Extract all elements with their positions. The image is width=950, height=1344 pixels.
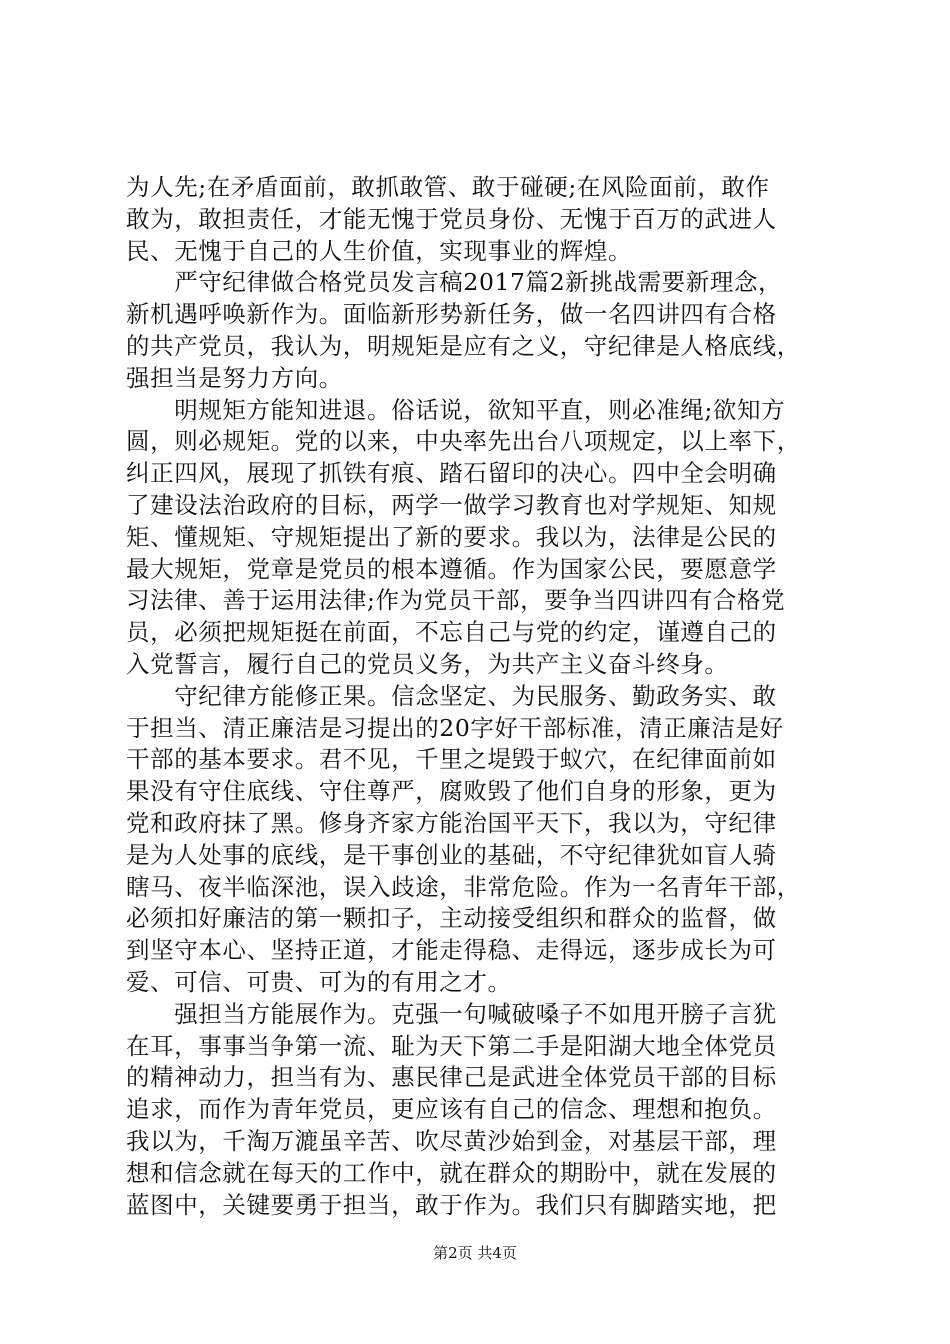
- text-line: 是为人处事的底线，是干事创业的基础，不守纪律犹如盲人骑: [126, 840, 777, 869]
- text-line: 新机遇呼唤新作为。面临新形势新任务，做一名四讲四有合格: [126, 300, 777, 329]
- text-line: 在耳，事事当争第一流、耻为天下第二手是阳湖大地全体党员: [126, 1031, 777, 1060]
- text-line: 我以为，千淘万漉虽辛苦、吹尽黄沙始到金，对基层干部，理: [126, 1126, 777, 1155]
- text-line: 入党誓言，履行自己的党员义务，为共产主义奋斗终身。: [126, 649, 729, 678]
- text-line: 矩、懂规矩、守规矩提出了新的要求。我以为，法律是公民的: [126, 522, 777, 551]
- text-line: 到坚守本心、坚持正道，才能走得稳、走得远，逐步成长为可: [126, 936, 777, 965]
- text-line: 强担当方能展作为。克强一句喊破嗓子不如甩开膀子言犹: [126, 999, 777, 1028]
- text-line: 严守纪律做合格党员发言稿2017篇2新挑战需要新理念，: [126, 268, 783, 297]
- text-line: 为人先;在矛盾面前，敢抓敢管、敢于碰硬;在风险面前，敢作: [126, 173, 770, 201]
- text-line: 追求，而作为青年党员，更应该有自己的信念、理想和抱负。: [126, 1095, 777, 1124]
- text-line: 最大规矩，党章是党员的根本遵循。作为国家公民，要愿意学: [126, 554, 777, 583]
- text-line: 于担当、清正廉洁是习提出的20字好干部标准，清正廉洁是好: [126, 713, 784, 742]
- text-line: 干部的基本要求。君不见，千里之堤毁于蚁穴，在纪律面前如: [126, 745, 777, 774]
- text-line: 蓝图中，关键要勇于担当，敢于作为。我们只有脚踏实地，把: [126, 1190, 777, 1219]
- text-line: 民、无愧于自己的人生价值，实现事业的辉煌。: [126, 236, 633, 265]
- text-line: 的精神动力，担当有为、惠民律己是武进全体党员干部的目标: [126, 1063, 777, 1092]
- document-body: [126, 172, 832, 1221]
- text-line: 想和信念就在每天的工作中，就在群众的期盼中，就在发展的: [126, 1158, 777, 1187]
- text-line: 瞎马、夜半临深池，误入歧途，非常危险。作为一名青年干部，: [126, 872, 801, 901]
- text-line: 爱、可信、可贵、可为的有用之才。: [126, 967, 512, 996]
- text-line: 明规矩方能知进退。俗话说，欲知平直，则必准绳;欲知方: [126, 395, 786, 424]
- text-line: 强担当是努力方向。: [126, 363, 343, 392]
- page-number-footer: 第2页 共4页: [433, 1244, 517, 1262]
- text-line: 果没有守住底线、守住尊严，腐败毁了他们自身的形象，更为: [126, 777, 777, 806]
- text-line: 守纪律方能修正果。信念坚定、为民服务、勤政务实、敢: [126, 681, 777, 710]
- text-line: 党和政府抹了黑。修身齐家方能治国平天下，我以为，守纪律: [126, 808, 777, 837]
- text-line: 敢为，敢担责任，才能无愧于党员身份、无愧于百万的武进人: [126, 204, 777, 233]
- text-line: 圆，则必规矩。党的以来，中央率先出台八项规定，以上率下，: [126, 427, 801, 456]
- text-line: 了建设法治政府的目标，两学一做学习教育也对学规矩、知规: [126, 490, 777, 519]
- text-line: 纠正四风，展现了抓铁有痕、踏石留印的决心。四中全会明确: [126, 459, 777, 488]
- text-line: 的共产党员，我认为，明规矩是应有之义，守纪律是人格底线，: [126, 331, 801, 360]
- text-line: 员，必须把规矩挺在前面，不忘自己与党的约定，谨遵自己的: [126, 618, 777, 647]
- text-line: 必须扣好廉洁的第一颗扣子，主动接受组织和群众的监督，做: [126, 904, 777, 933]
- text-line: 习法律、善于运用法律;作为党员干部，要争当四讲四有合格党: [126, 586, 786, 615]
